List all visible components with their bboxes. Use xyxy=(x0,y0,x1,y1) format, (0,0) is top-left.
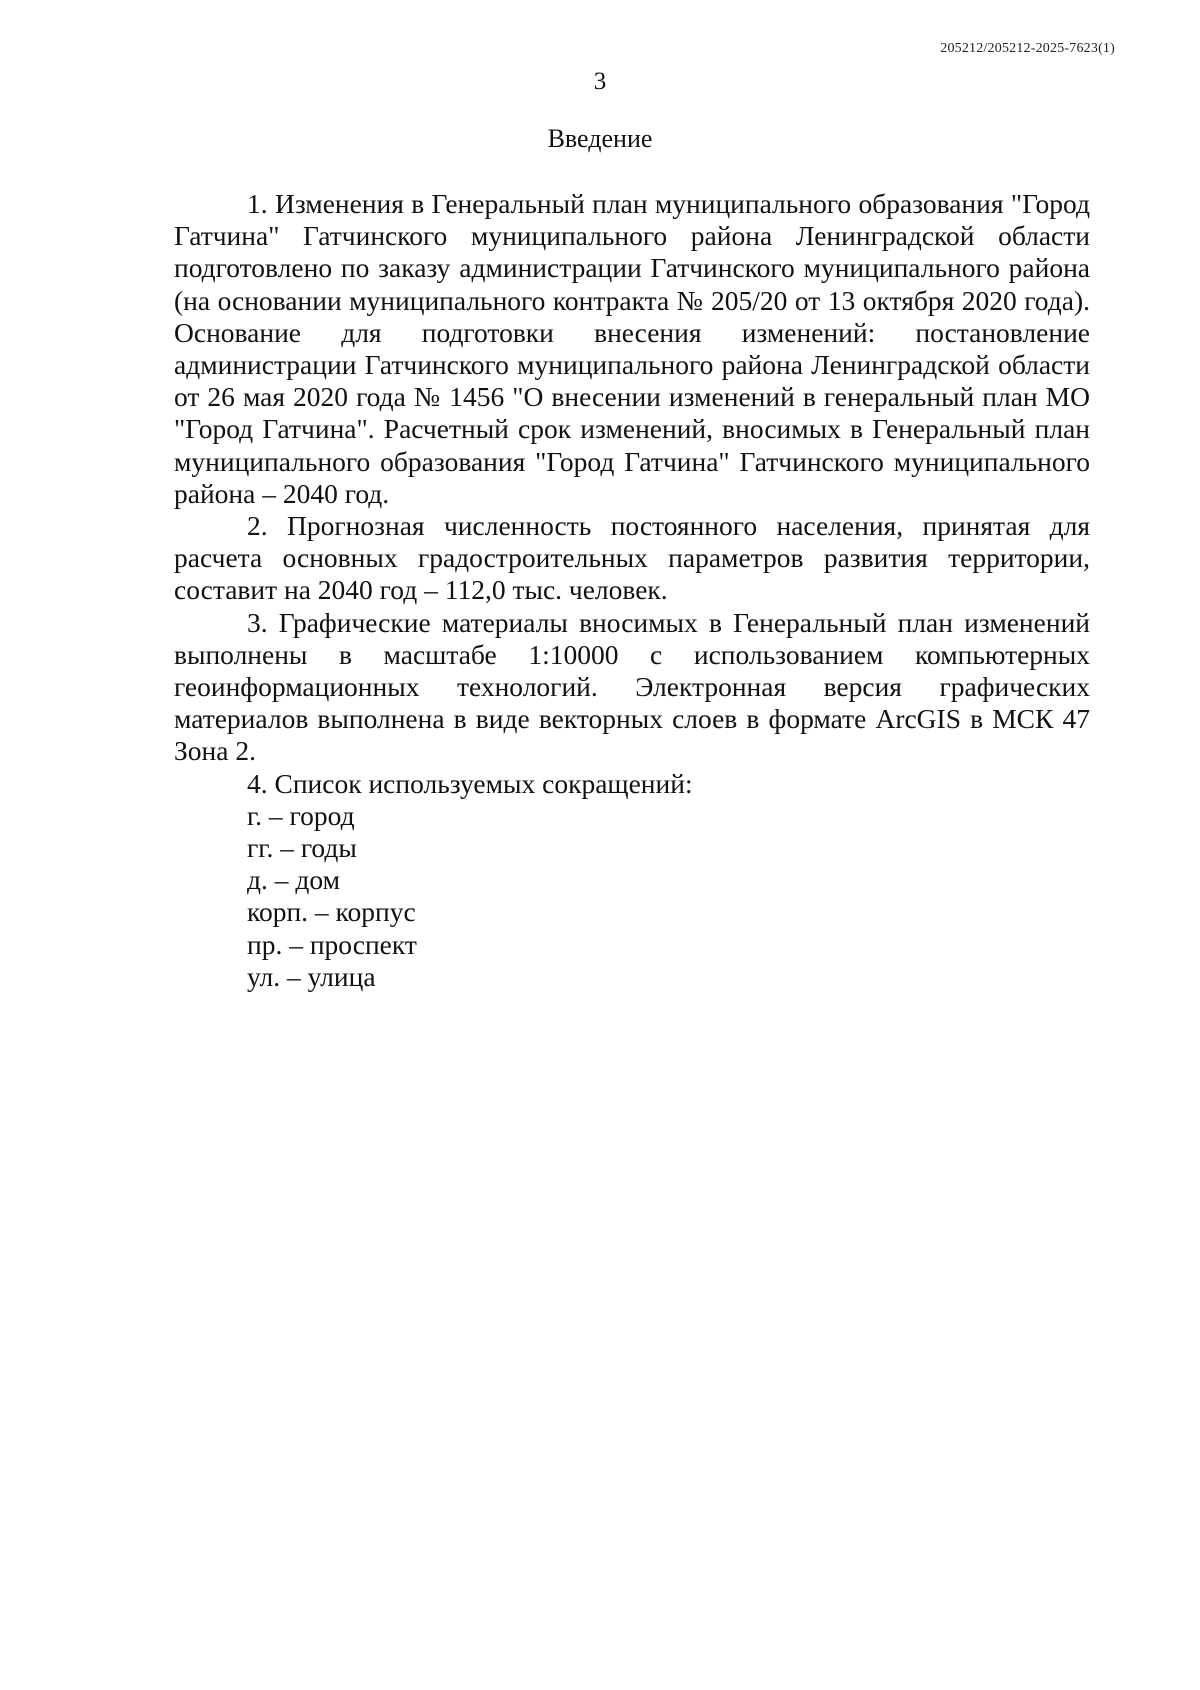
paragraph-2: 2. Прогнозная численность постоянного населения, принятая для расчета основных градостроительных параметров развития территории, составит на 2040 год – 112,0 тыс. человек. xyxy=(174,510,1090,606)
document-id: 205212/205212-2025-7623(1) xyxy=(940,41,1115,56)
abbreviation-item: пр. – проспект xyxy=(247,928,417,960)
paragraph-1: 1. Изменения в Генеральный план муниципального образования "Город Гатчина" Гатчинского муниципального района Ленинградской области подготовлено по заказу администрации Гатчинского муниципального района (на основании муниципального контракта № 205/20 от 13 октября 2020 года). Основание для подготовки внесения изменений: постановление администрации Гатчинского муниципального района Ленинградской области от 26 мая 2020 года № 1456 "О внесении изменений в генеральный план МО "Город Гатчина". Расчетный срок изменений, вносимых в Генеральный план муниципального образования "Город Гатчина" Гатчинского муниципального района – 2040 год. xyxy=(174,188,1090,509)
abbreviation-item: корп. – корпус xyxy=(247,896,416,928)
abbreviation-item: д. – дом xyxy=(247,864,340,896)
section-heading: Введение xyxy=(547,124,653,153)
page-number: 3 xyxy=(593,68,607,95)
paragraph-4: 4. Список используемых сокращений: xyxy=(247,767,693,799)
abbreviation-item: г. – город xyxy=(247,799,355,831)
abbreviation-item: гг. – годы xyxy=(247,832,357,864)
paragraph-3: 3. Графические материалы вносимых в Генеральный план изменений выполнены в масштабе 1:10000 с использованием компьютерных геоинформационных технологий. Электронная версия графических материалов выполнена в виде векторных слоев в формате ArcGIS в МСК 47 Зона 2. xyxy=(174,606,1090,767)
abbreviation-item: ул. – улица xyxy=(247,960,376,992)
document-body xyxy=(174,188,1090,993)
abbreviation-list xyxy=(174,800,1090,993)
